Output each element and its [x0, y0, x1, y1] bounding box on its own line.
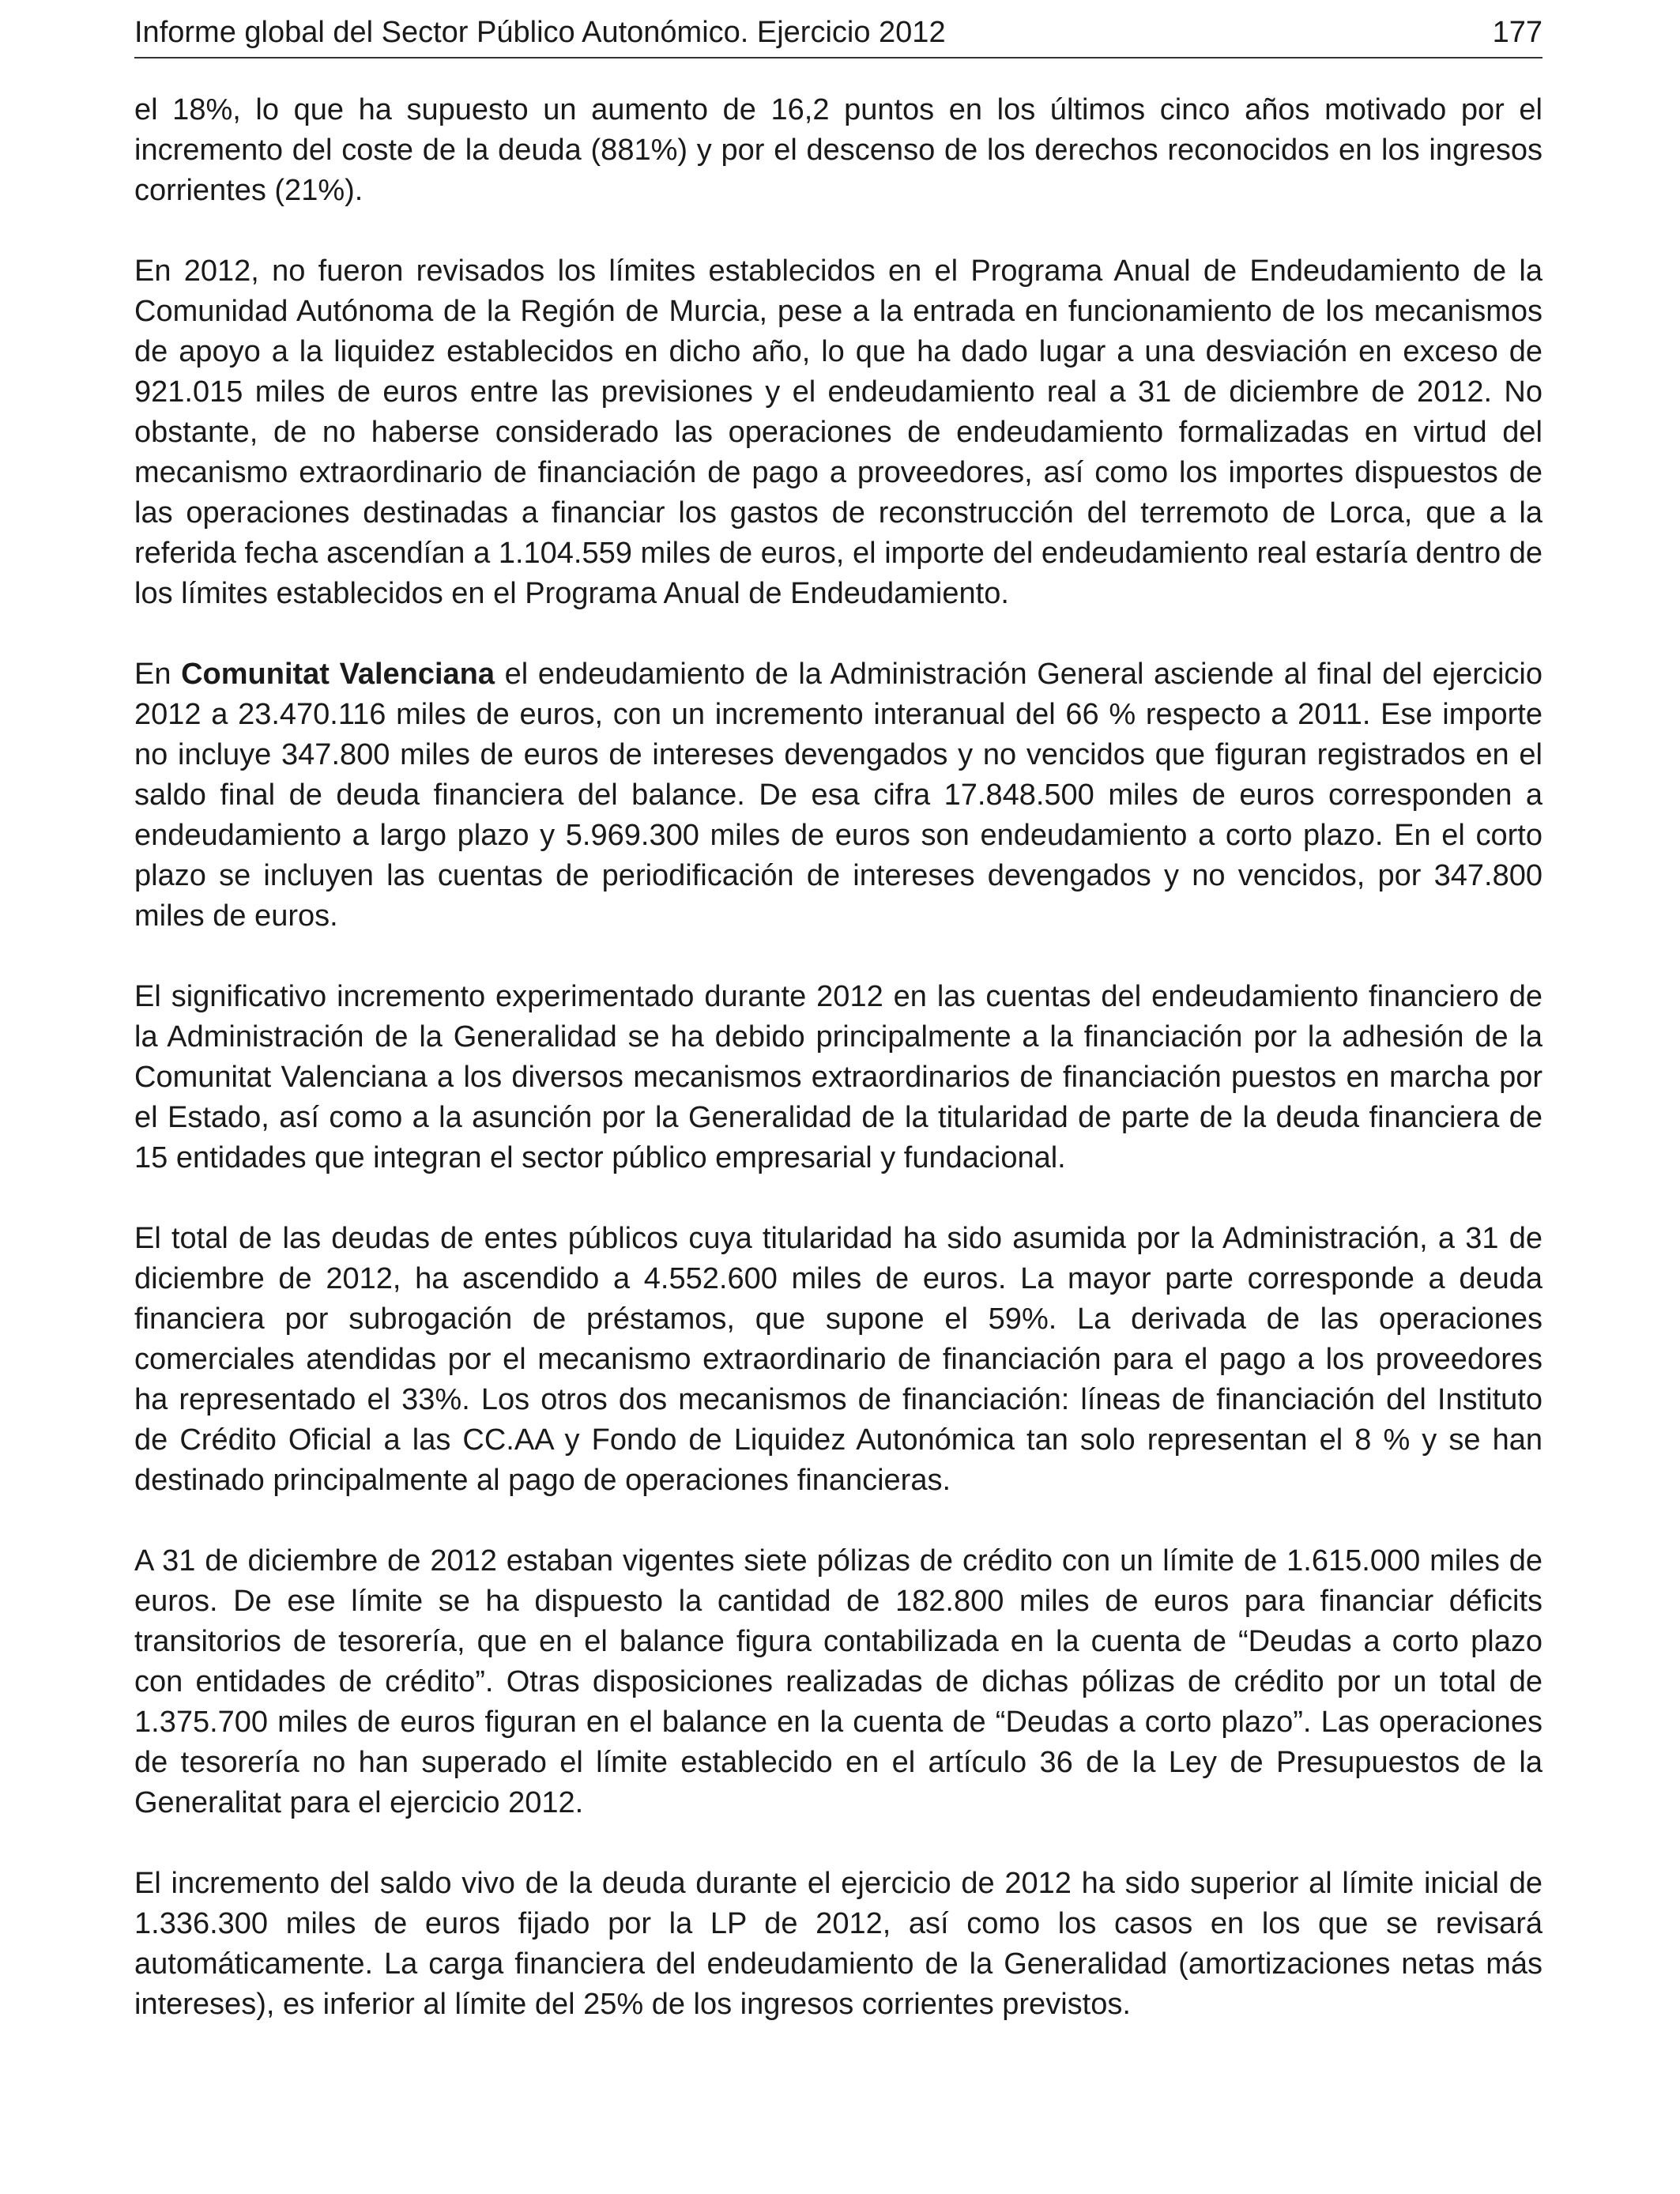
paragraph-murcia-ratio: el 18%, lo que ha supuesto un aumento de 16,2 puntos en los últimos cinco años motivado por el incremento del coste de la deuda (881%) y por el descenso de los derechos reconocidos en los ingresos corrientes (21%).	[134, 93, 1543, 207]
body-text	[134, 90, 1543, 2065]
paragraph-credit-policies: A 31 de diciembre de 2012 estaban vigentes siete pólizas de crédito con un límite de 1.615.000 miles de euros. De ese límite se ha dispuesto la cantidad de 182.800 miles de euros para financiar déficits transitorios de tesorería, que en el balance figura contabilizada en la cuenta de “Deudas a corto plazo con entidades de crédito”. Otras disposiciones realizadas de dichas pólizas de crédito por un total de 1.375.700 miles de euros figuran en el balance en la cuenta de “Deudas a corto plazo”. Las operaciones de tesorería no han superado el límite establecido en el artículo 36 de la Ley de Presupuestos de la Generalitat para el ejercicio 2012.	[134, 1544, 1543, 1819]
paragraph-valenciana-debt	[134, 654, 1543, 937]
paragraph-murcia-limits: En 2012, no fueron revisados los límites establecidos en el Programa Anual de Endeudamiento de la Comunidad Autónoma de la Región de Murcia, pese a la entrada en funcionamiento de los mecanismos de apoyo a la liquidez establecidos en dicho año, lo que ha dado lugar a una desviación en exceso de 921.015 miles de euros entre las previsiones y el endeudamiento real a 31 de diciembre de 2012. No obstante, de no haberse considerado las operaciones de endeudamiento formalizadas en virtud del mecanismo extraordinario de financiación de pago a proveedores, así como los importes dispuestos de las operaciones destinadas a financiar los gastos de reconstrucción del terremoto de Lorca, que a la referida fecha ascendían a 1.104.559 miles de euros, el importe del endeudamiento real estaría dentro de los límites establecidos en el Programa Anual de Endeudamiento.	[134, 254, 1543, 610]
region-name-bold: Comunitat Valenciana	[181, 658, 495, 691]
running-header	[134, 13, 1543, 58]
paragraph-rest: el endeudamiento de la Administración General asciende al final del ejercicio 2012 a 23.470.116 miles de euros, con un incremento interanual del 66 % respecto a 2011. Ese importe no incluye 347.800 miles de euros de intereses devengados y no vencidos que figuran registrados en el saldo final de deuda financiera del balance. De esa cifra 17.848.500 miles de euros corresponden a endeudamiento a largo plazo y 5.969.300 miles de euros son endeudamiento a corto plazo. En el corto plazo se incluyen las cuentas de periodificación de intereses devengados y no vencidos, por 347.800 miles de euros.	[134, 658, 1543, 933]
paragraph-lead: En	[134, 658, 182, 691]
paragraph-assumed-debts: El total de las deudas de entes públicos cuya titularidad ha sido asumida por la Administración, a 31 de diciembre de 2012, ha ascendido a 4.552.600 miles de euros. La mayor parte corresponde a deuda financiera por subrogación de préstamos, que supone el 59%. La derivada de las operaciones comerciales atendidas por el mecanismo extraordinario de financiación para el pago a los proveedores ha representado el 33%. Los otros dos mecanismos de financiación: líneas de financiación del Instituto de Crédito Oficial a las CC.AA y Fondo de Liquidez Autonómica tan solo representan el 8 % y se han destinado principalmente al pago de operaciones financieras.	[134, 1222, 1543, 1497]
paragraph-valenciana-increase: El significativo incremento experimentado durante 2012 en las cuentas del endeudamiento financiero de la Administración de la Generalidad se ha debido principalmente a la financiación por la adhesión de la Comunitat Valenciana a los diversos mecanismos extraordinarios de financiación puestos en marcha por el Estado, así como a la asunción por la Generalidad de la titularidad de parte de la deuda financiera de 15 entidades que integran el sector público empresarial y fundacional.	[134, 980, 1543, 1174]
header-title: Informe global del Sector Público Autonómico. Ejercicio 2012	[134, 16, 946, 49]
paragraph-debt-limit: El incremento del saldo vivo de la deuda durante el ejercicio de 2012 ha sido superior al límite inicial de 1.336.300 miles de euros fijado por la LP de 2012, así como los casos en los que se revisará automáticamente. La carga financiera del endeudamiento de la Generalidad (amortizaciones netas más intereses), es inferior al límite del 25% de los ingresos corrientes previstos.	[134, 1867, 1543, 2021]
page-number: 177	[1492, 16, 1543, 49]
